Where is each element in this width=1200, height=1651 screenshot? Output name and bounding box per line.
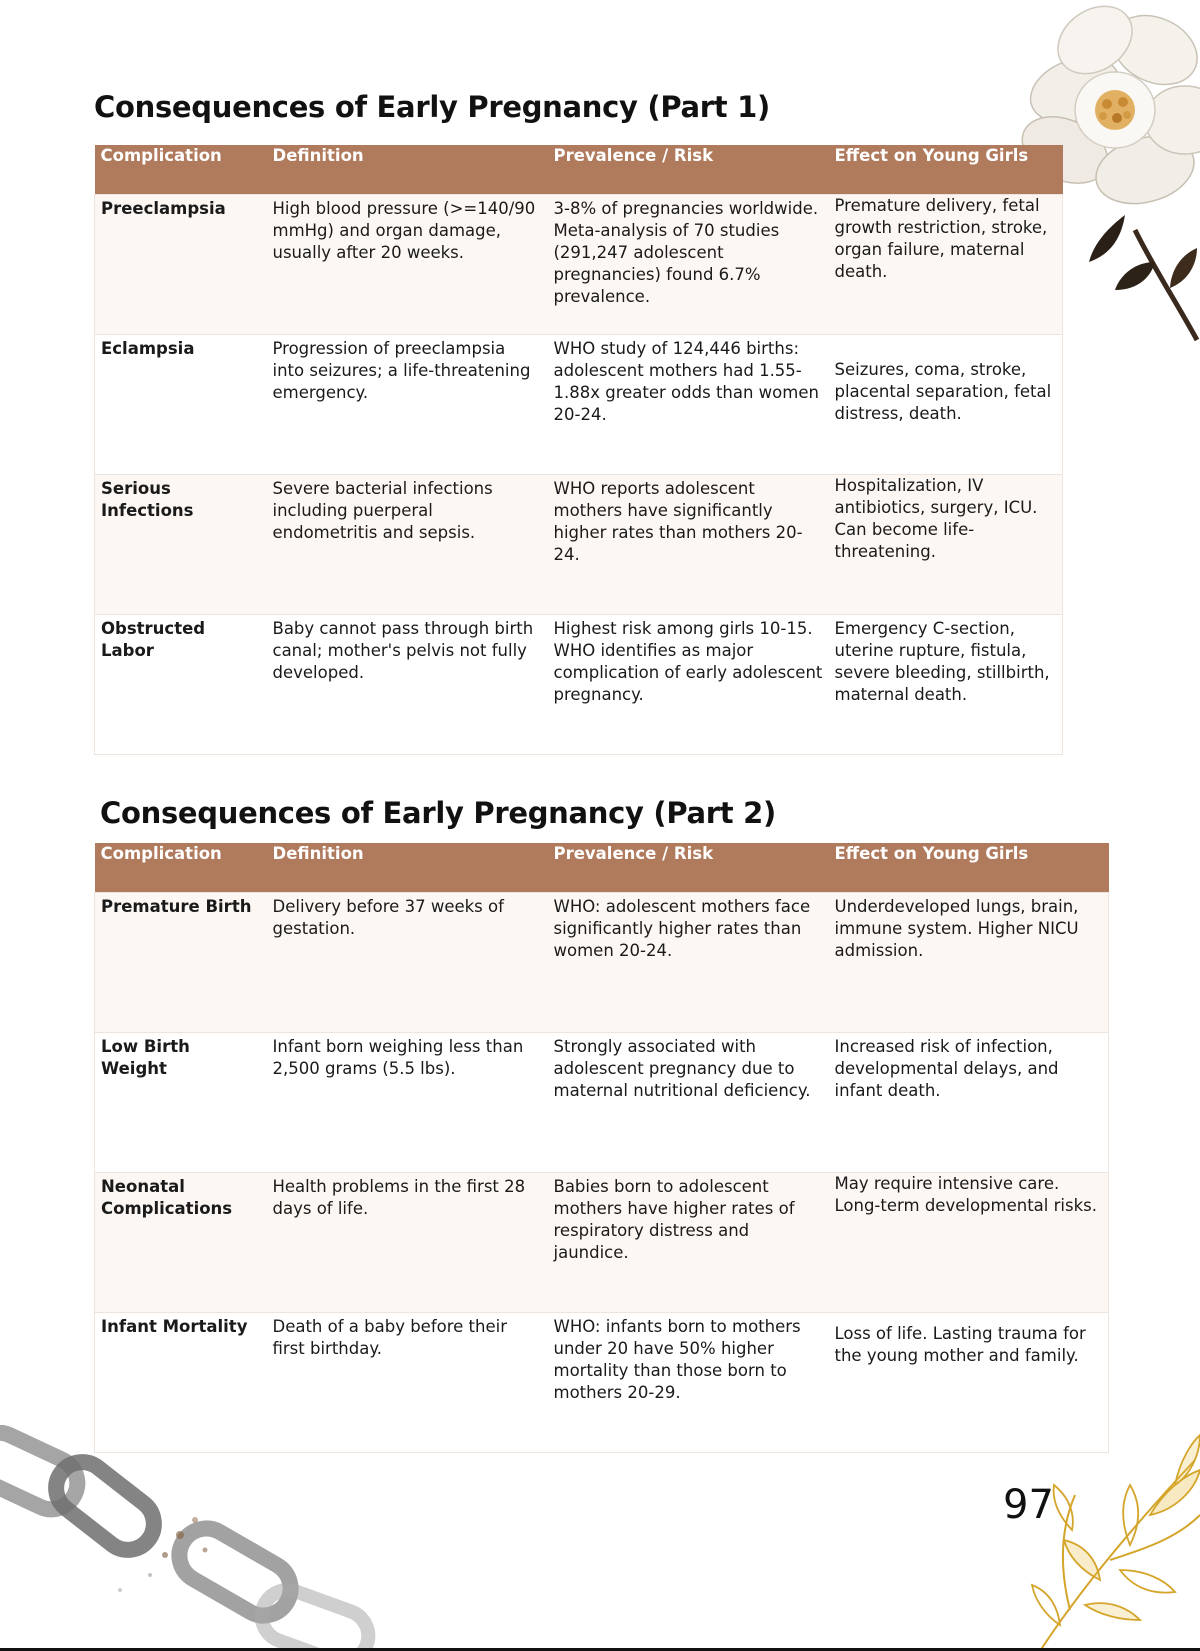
complication-cell: Premature Birth — [101, 896, 252, 916]
effect-cell: Hospitalization, IV antibiotics, surgery, ICU. Can become life-threatening. — [834, 475, 1038, 561]
complication-cell: Neonatal Complications — [101, 1176, 233, 1218]
table-row — [95, 474, 1063, 614]
complication-cell: Low Birth Weight — [101, 1036, 190, 1078]
complications-table-part1 — [94, 145, 1063, 755]
complication-cell: Infant Mortality — [101, 1316, 248, 1336]
prevalence-cell: Babies born to adolescent mothers have higher rates of respiratory distress and jaundice. — [553, 1176, 795, 1262]
table-row — [95, 614, 1063, 754]
header-effect: Effect on Young Girls — [834, 844, 1029, 863]
header-effect: Effect on Young Girls — [834, 146, 1029, 165]
definition-cell: High blood pressure (>=140/90 mmHg) and organ damage, usually after 20 weeks. — [272, 198, 536, 262]
page-number: 97 — [1003, 1482, 1054, 1528]
complication-cell: Preeclampsia — [101, 198, 226, 218]
table-row — [95, 1032, 1109, 1172]
definition-cell: Infant born weighing less than 2,500 grams (5.5 lbs). — [272, 1036, 524, 1078]
definition-cell: Severe bacterial infections including puerperal endometritis and sepsis. — [272, 478, 493, 542]
header-definition: Definition — [272, 844, 364, 863]
header-prevalence: Prevalence / Risk — [553, 146, 714, 165]
effect-cell: Loss of life. Lasting trauma for the young mother and family. — [834, 1323, 1086, 1365]
prevalence-cell: Strongly associated with adolescent pregnancy due to maternal nutritional deficiency. — [553, 1036, 811, 1100]
gold-leaves-icon — [1000, 1420, 1200, 1651]
prevalence-cell: WHO: adolescent mothers face significantly higher rates than women 20-24. — [553, 896, 811, 960]
header-complication: Complication — [100, 844, 222, 863]
prevalence-cell: WHO reports adolescent mothers have significantly higher rates than mothers 20-24. — [553, 478, 803, 564]
effect-cell: Seizures, coma, stroke, placental separation, fetal distress, death. — [834, 359, 1052, 423]
table-row — [95, 334, 1063, 474]
table-row — [95, 194, 1063, 334]
definition-cell: Death of a baby before their first birthday. — [272, 1316, 508, 1358]
table-header-row — [95, 145, 1063, 194]
complications-table-part2 — [94, 843, 1109, 1453]
broken-chain-icon — [0, 1425, 400, 1651]
header-complication: Complication — [100, 146, 222, 165]
complication-cell: Serious Infections — [101, 478, 194, 520]
header-prevalence: Prevalence / Risk — [553, 844, 714, 863]
table-row — [95, 1172, 1109, 1312]
definition-cell: Delivery before 37 weeks of gestation. — [272, 896, 504, 938]
complication-cell: Eclampsia — [101, 338, 195, 358]
prevalence-cell: WHO study of 124,446 births: adolescent mothers had 1.55-1.88x greater odds than women 20-24. — [553, 338, 819, 424]
prevalence-cell: WHO: infants born to mothers under 20 have 50% higher mortality than those born to mothers 20-29. — [553, 1316, 801, 1402]
definition-cell: Health problems in the first 28 days of life. — [272, 1176, 526, 1218]
effect-cell: Underdeveloped lungs, brain, immune system. Higher NICU admission. — [834, 896, 1079, 960]
effect-cell: Emergency C-section, uterine rupture, fistula, severe bleeding, stillbirth, maternal death. — [834, 618, 1050, 704]
header-definition: Definition — [272, 146, 364, 165]
table-row — [95, 892, 1109, 1032]
effect-cell: May require intensive care. Long-term developmental risks. — [834, 1173, 1097, 1215]
section-title-part1: Consequences of Early Pregnancy (Part 1) — [94, 90, 770, 124]
prevalence-cell: Highest risk among girls 10-15. WHO identifies as major complication of early adolescent pregnancy. — [553, 618, 823, 704]
effect-cell: Increased risk of infection, developmental delays, and infant death. — [834, 1036, 1059, 1100]
prevalence-cell: 3-8% of pregnancies worldwide. Meta-analysis of 70 studies (291,247 adolescent pregnancies) found 6.7% prevalence. — [553, 198, 819, 306]
definition-cell: Baby cannot pass through birth canal; mother's pelvis not fully developed. — [272, 618, 534, 682]
table-header-row — [95, 843, 1109, 892]
section-title-part2: Consequences of Early Pregnancy (Part 2) — [100, 796, 776, 830]
effect-cell: Premature delivery, fetal growth restriction, stroke, organ failure, maternal death. — [834, 195, 1048, 281]
complication-cell: Obstructed Labor — [101, 618, 206, 660]
definition-cell: Progression of preeclampsia into seizures; a life-threatening emergency. — [272, 338, 531, 402]
